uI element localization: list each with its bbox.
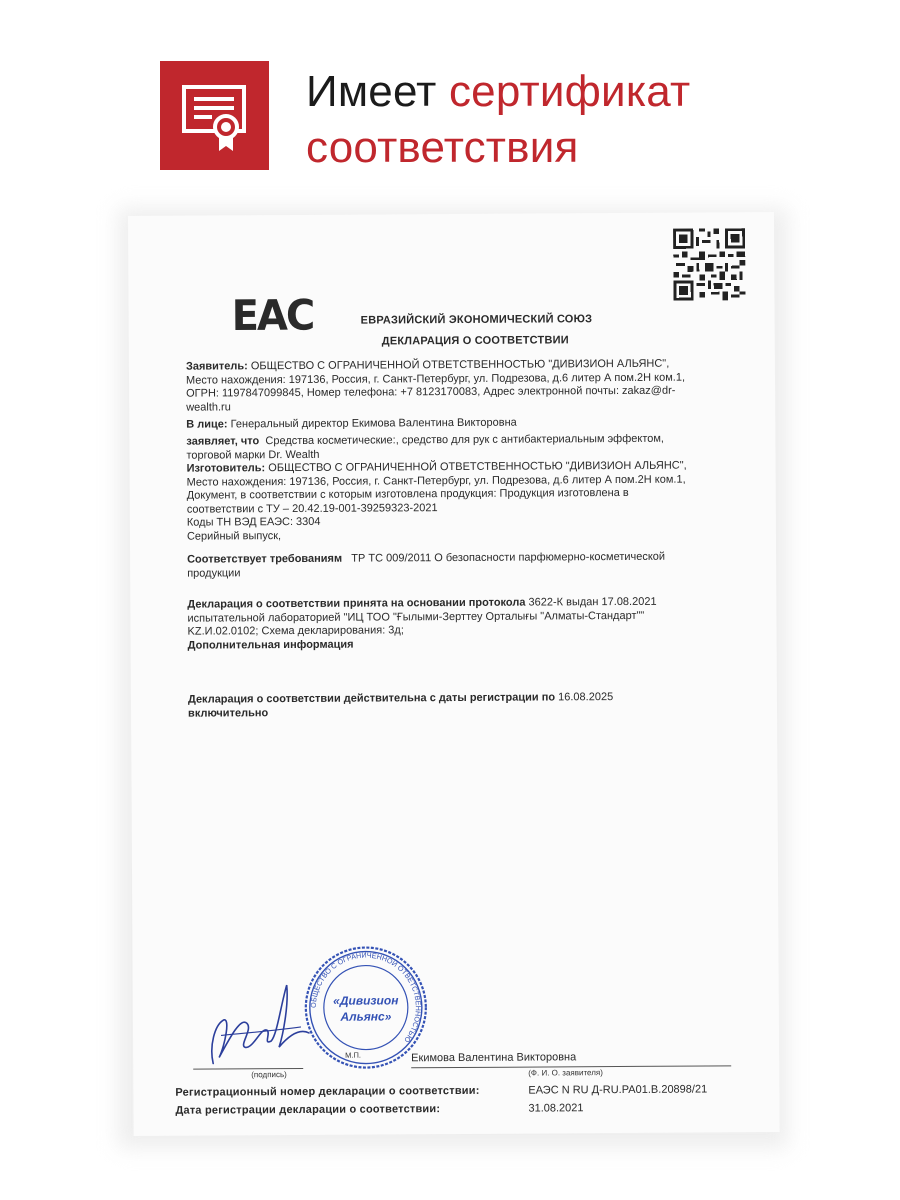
maker-label: Изготовитель:: [186, 462, 266, 475]
applicant-label: Заявитель:: [185, 360, 248, 373]
requirements-text: ТР ТС 009/2011 О безопасности парфюмерно-косметической: [351, 550, 666, 565]
signature-caption: (подпись): [251, 1070, 287, 1080]
applicant-address: Место нахождения: 197136, Россия, г. Санкт-Петербург, ул. Подрезова, д.6 литер А пом.2Н ком.1,: [185, 371, 686, 387]
signer-caption: (Ф. И. О. заявителя): [528, 1068, 603, 1078]
basis-section: [187, 595, 747, 652]
declares-text: Средства косметические:, средство для рук с антибактериальным эффектом,: [265, 432, 665, 448]
applicant-contacts-2: wealth.ru: [186, 400, 231, 414]
certificate-icon: [160, 61, 269, 170]
maker-doc: Документ, в соответствии с которым изготовлена продукция: Продукция изготовлена в: [186, 486, 629, 502]
serial: Серийный выпуск,: [186, 529, 282, 543]
requirements-section: [187, 550, 747, 580]
applicant-section: [186, 357, 746, 414]
stamp-name-line1: «Дивизион: [333, 993, 399, 1008]
basis-text-3: KZ.И.02.0102; Схема декларирования: 3д;: [187, 624, 404, 638]
maker-address: Место нахождения: 197136, Россия, г. Санкт-Петербург, ул. Подрезова, д.6 литер А пом.2Н ком.1,: [186, 473, 686, 489]
stamp-name-line2: Альянс»: [340, 1009, 392, 1024]
validity-section: [188, 690, 748, 720]
banner-title-plain: Имеет: [306, 67, 437, 116]
person-label: В лице:: [186, 418, 228, 431]
union-title: ЕВРАЗИЙСКИЙ ЭКОНОМИЧЕСКИЙ СОЮЗ: [360, 313, 593, 327]
validity-label: Декларация о соответствии действительна с даты регистрации по: [187, 691, 556, 706]
applicant-text: ОБЩЕСТВО С ОГРАНИЧЕННОЙ ОТВЕТСТВЕННОСТЬЮ "ДИВИЗИОН АЛЬЯНС",: [250, 357, 670, 373]
signer-name: Екимова Валентина Викторовна: [411, 1051, 577, 1065]
basis-label: Декларация о соответствии принята на основании протокола: [187, 596, 526, 611]
reg-date: 31.08.2021: [528, 1102, 584, 1115]
stamp-mp: М.П.: [345, 1050, 361, 1060]
reg-date-label: Дата регистрации декларации о соответствии:: [175, 1103, 441, 1117]
maker-doc-2: соответствии с ТУ – 20.42.19-001-39259323-2021: [186, 501, 438, 516]
banner-title-accent-line2: соответствия: [306, 123, 579, 172]
reg-number-label: Регистрационный номер декларации о соответствии:: [175, 1084, 480, 1099]
declaration-document: [128, 212, 780, 1136]
signature: [201, 975, 322, 1076]
maker-text: ОБЩЕСТВО С ОГРАНИЧЕННОЙ ОТВЕТСТВЕННОСТЬЮ "ДИВИЗИОН АЛЬЯНС",: [268, 459, 687, 475]
basis-text-2: испытательной лабораторией "ИЦ ТОО "Ғылыми-Зерттеу Орталығы "Алматы-Стандарт"": [187, 609, 645, 625]
extra-info-label: Дополнительная информация: [187, 638, 354, 652]
validity-label-2: включительно: [188, 706, 269, 720]
basis-text: 3622-К выдан 17.08.2021: [528, 595, 657, 609]
reg-number: ЕАЭС N RU Д-RU.РА01.В.20898/21: [528, 1083, 708, 1097]
applicant-contacts: ОГРН: 1197847099845, Номер телефона: +7 8123170083, Адрес электронной почты: zakaz@dr-: [186, 384, 676, 400]
banner-title: [306, 64, 690, 176]
certificate-badge: [160, 61, 269, 170]
eac-mark: ЕАС: [231, 291, 314, 341]
stamp-ring-text: ОБЩЕСТВО С ОГРАНИЧЕННОЙ ОТВЕТСТВЕННОСТЬЮ: [308, 950, 423, 1045]
requirements-label: Соответствует требованиям: [187, 552, 343, 566]
validity-date: 16.08.2025: [558, 691, 614, 704]
requirements-text-2: продукции: [187, 566, 241, 580]
person-section: [186, 415, 746, 432]
qr-code-icon: [673, 228, 745, 300]
codes: Коды ТН ВЭД ЕАЭС: 3304: [186, 515, 321, 529]
person-text: Генеральный директор Екимова Валентина Викторовна: [230, 416, 517, 431]
banner-title-accent: сертификат: [448, 67, 691, 116]
doc-title: ДЕКЛАРАЦИЯ О СООТВЕТСТВИИ: [381, 334, 569, 348]
declares-label: заявляет, что: [186, 435, 260, 448]
declares-text-2: торговой марки Dr. Wealth: [186, 448, 320, 462]
declares-section: [186, 432, 747, 543]
